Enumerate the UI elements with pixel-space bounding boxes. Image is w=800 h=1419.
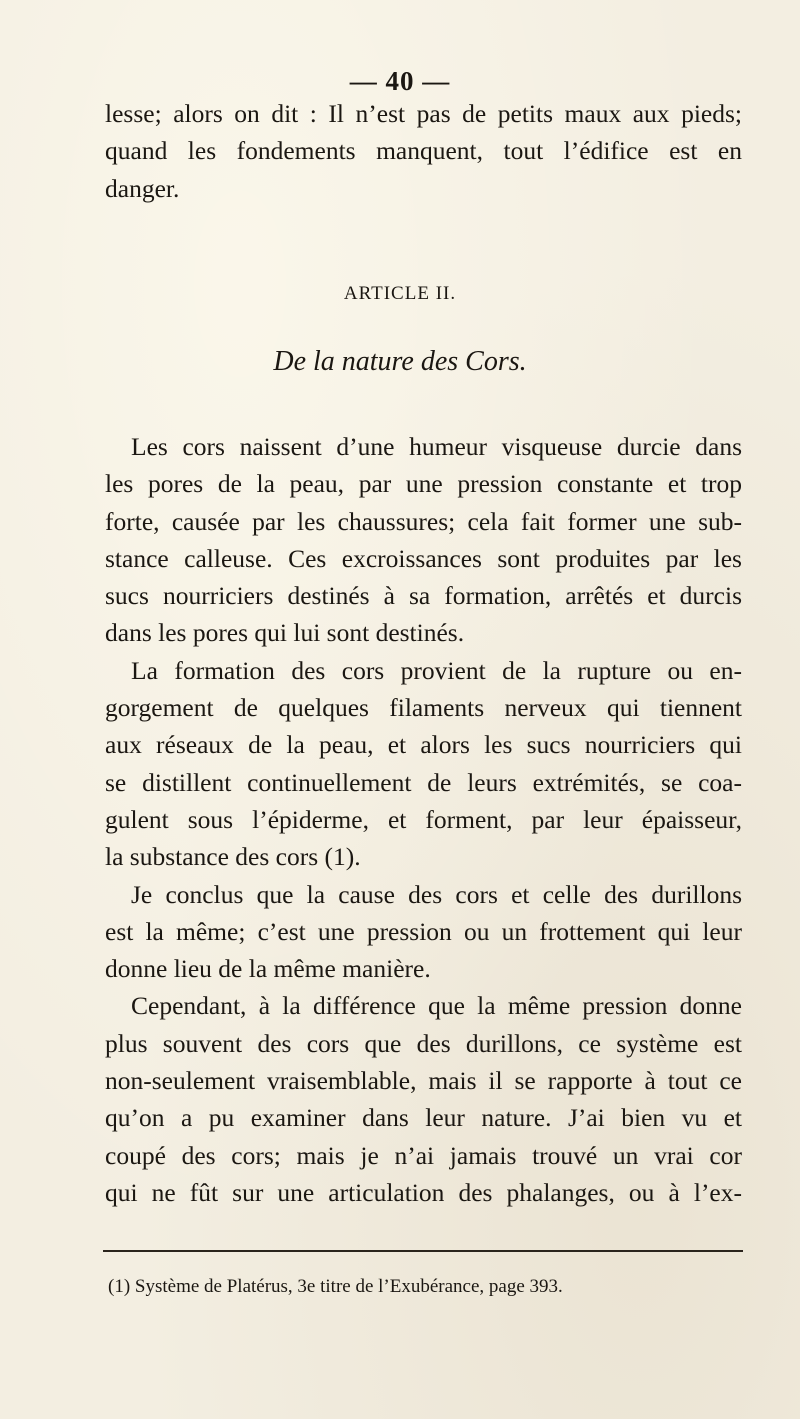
text-line: Les cors naissent d’une humeur visqueuse durcie dans: [131, 432, 742, 461]
text-line: qui ne fût sur une articulation des phalanges, ou à l’ex-: [105, 1177, 742, 1207]
text-line: plus souvent des cors que des durillons, ce système est: [105, 1028, 742, 1058]
text-line: donne lieu de la même manière.: [105, 954, 431, 984]
text-line: non-seulement vraisemblable, mais il se rapporte à tout ce: [105, 1066, 742, 1096]
text-line: dans les pores qui lui sont destinés.: [105, 618, 465, 648]
text-line: La formation des cors provient de la rupture ou en-: [131, 655, 742, 685]
text-line: lesse; alors on dit : Il n’est pas de petits maux aux pieds;: [105, 99, 742, 128]
text-line: sucs nourriciers destinés à sa formation, arrêtés et durcis: [105, 581, 742, 611]
footnote: (1) Système de Platérus, 3e titre de l’Exubérance, page 393.: [108, 1276, 563, 1297]
text-line: Cependant, à la différence que la même pression donne: [131, 991, 742, 1021]
text-line: gulent sous l’épiderme, et forment, par leur épaisseur,: [105, 804, 742, 834]
main-text: [105, 428, 742, 1211]
page-number-header: — 40 —: [349, 66, 451, 96]
section-title: De la nature des Cors.: [273, 346, 527, 377]
text-line: quand les fondements manquent, tout l’édifice est en: [105, 136, 742, 166]
text-line: qu’on a pu examiner dans leur nature. J’ai bien vu et: [105, 1103, 742, 1133]
text-line: aux réseaux de la peau, et alors les sucs nourriciers qui: [105, 730, 742, 760]
text-line: gorgement de quelques filaments nerveux qui tiennent: [105, 693, 742, 723]
text-line: la substance des cors (1).: [105, 842, 361, 872]
text-line: stance calleuse. Ces excroissances sont produites par les: [105, 543, 742, 573]
text-line: coupé des cors; mais je n’ai jamais trouvé un vrai cor: [105, 1140, 742, 1170]
continued-paragraph: [105, 95, 742, 207]
footnote-divider: [103, 1250, 743, 1252]
text-line: se distillent continuellement de leurs extrémités, se coa-: [105, 767, 742, 797]
text-line: forte, causée par les chaussures; cela fait former une sub-: [105, 506, 742, 536]
text-line: Je conclus que la cause des cors et celle des durillons: [131, 879, 742, 909]
text-line: les pores de la peau, par une pression constante et trop: [105, 469, 742, 499]
text-line: danger.: [105, 173, 180, 203]
article-heading: ARTICLE II.: [343, 283, 457, 304]
text-line: est la même; c’est une pression ou un frottement qui leur: [105, 916, 742, 946]
